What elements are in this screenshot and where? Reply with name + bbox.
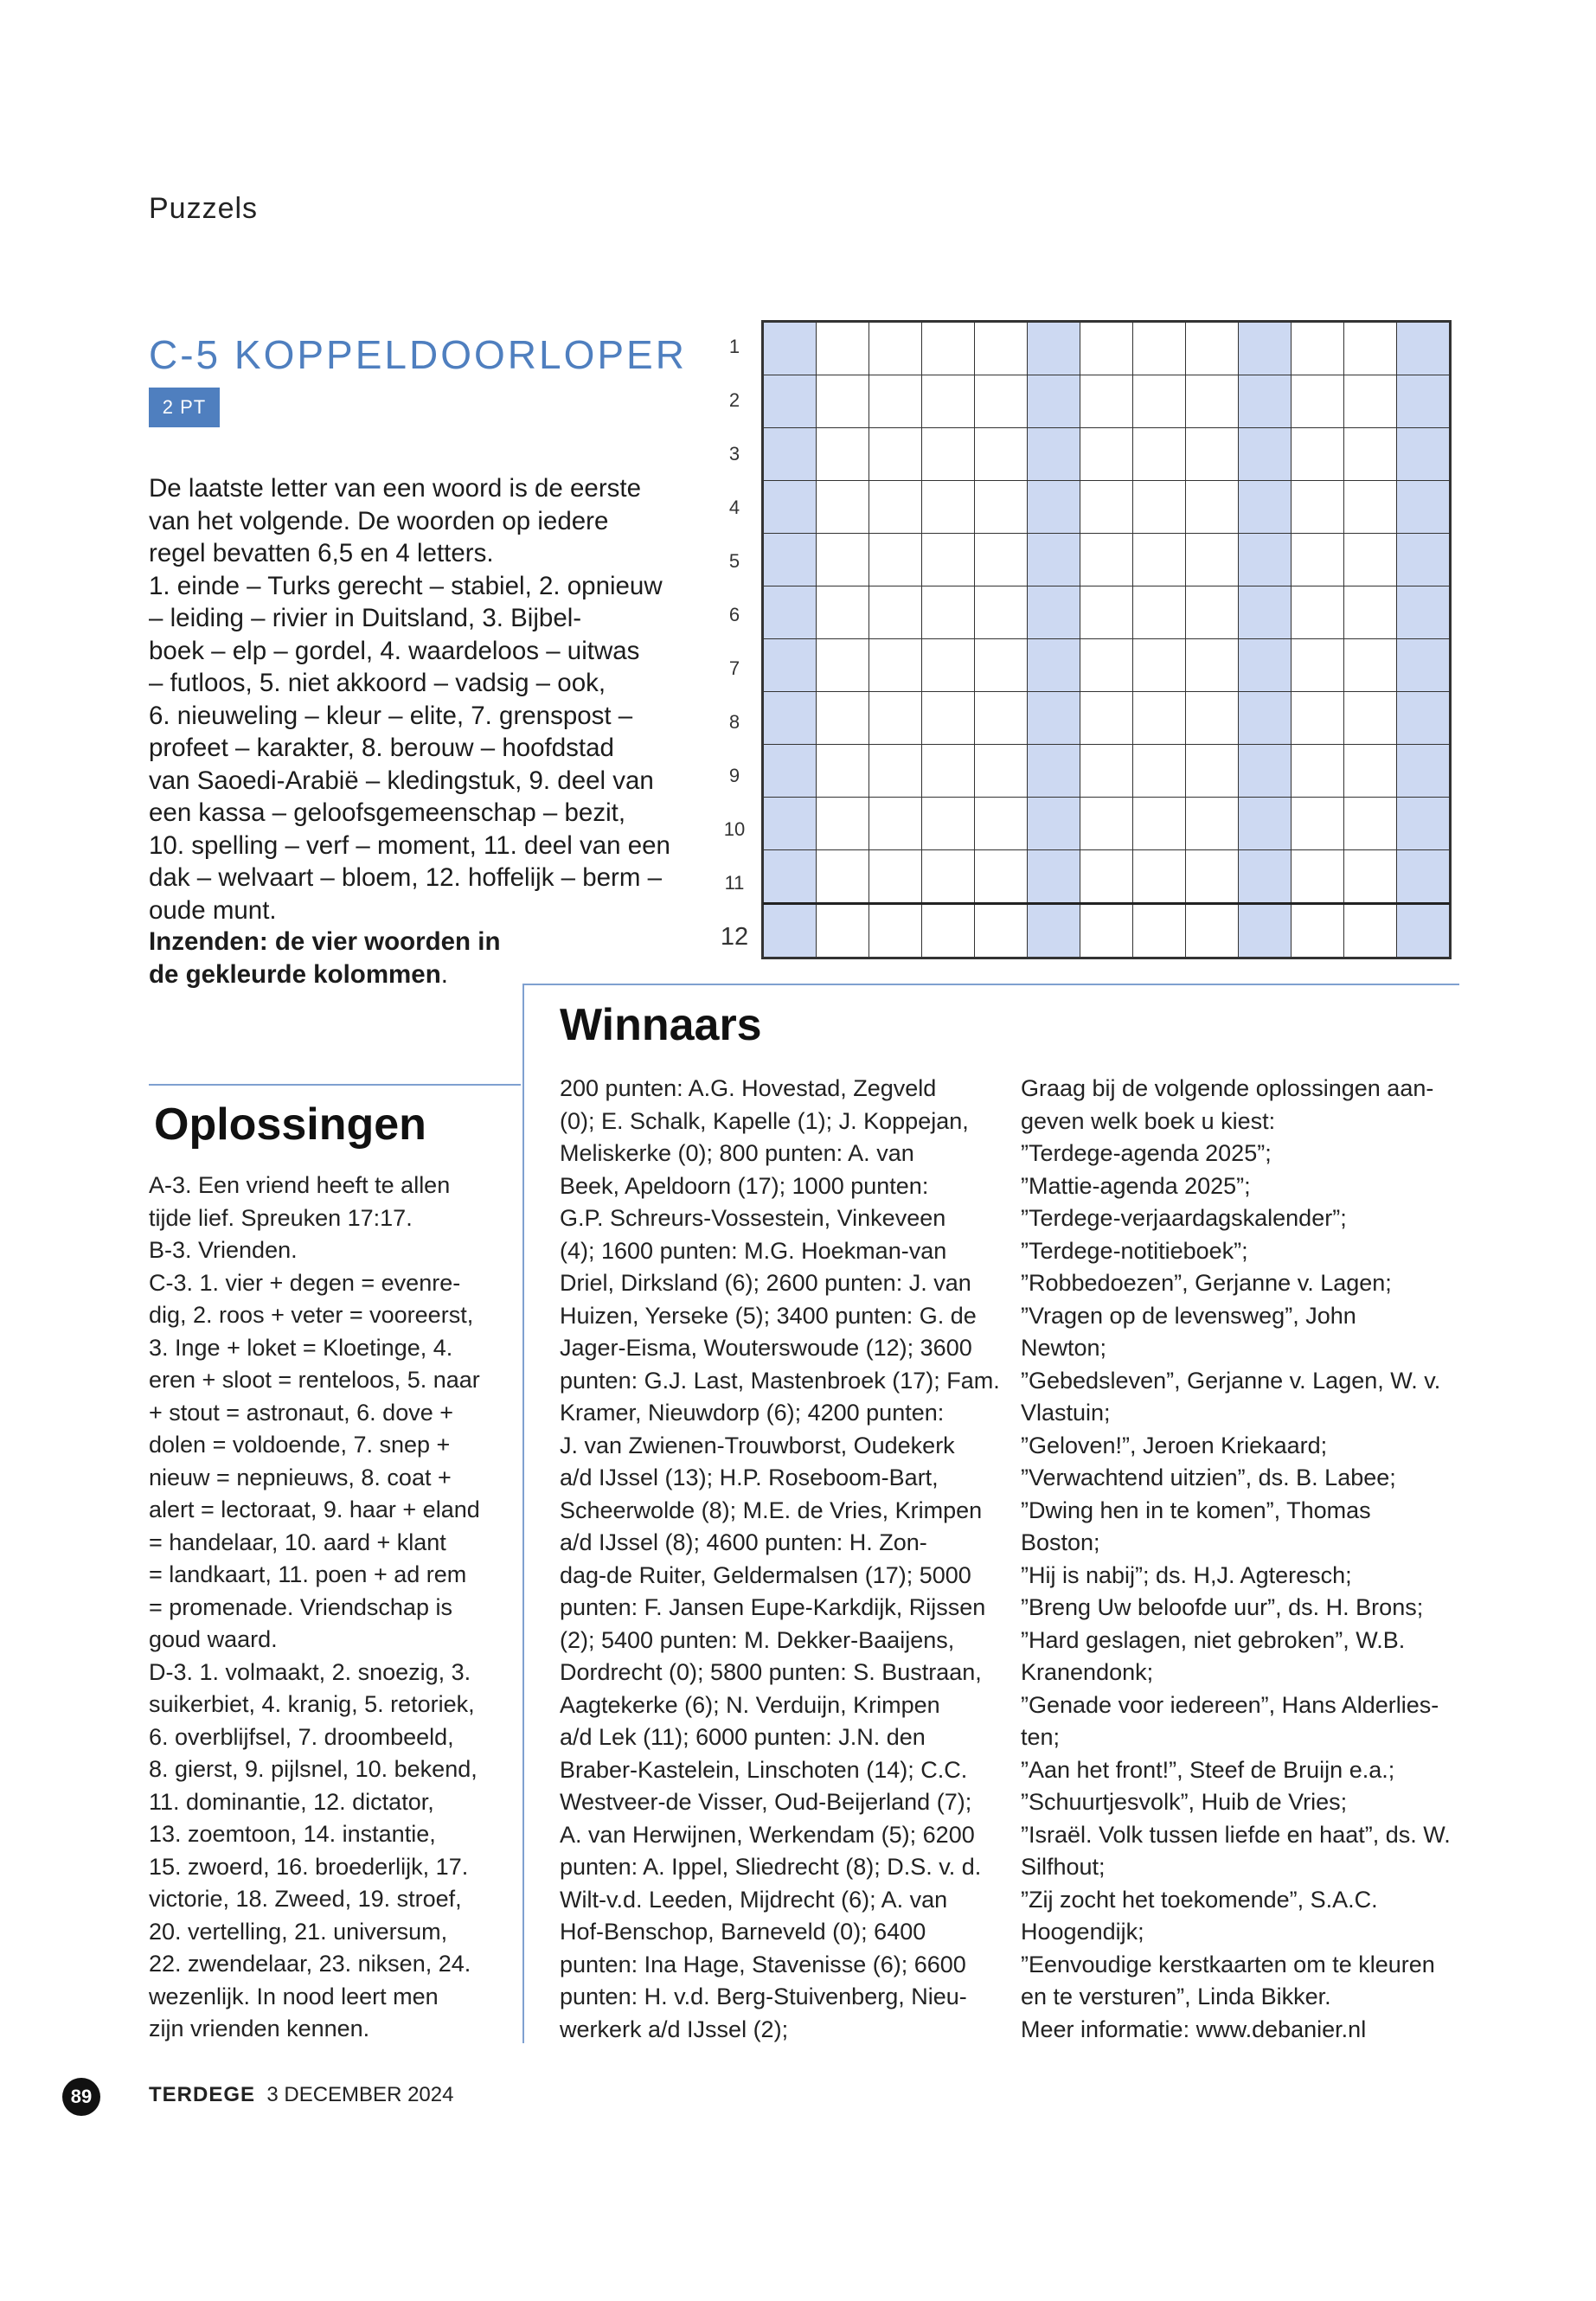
grid-cell-highlighted[interactable] <box>764 850 817 904</box>
grid-cell[interactable] <box>922 639 975 692</box>
grid-cell[interactable] <box>975 586 1028 639</box>
grid-cell-highlighted[interactable] <box>1239 692 1292 745</box>
grid-row-number: 6 <box>728 604 740 625</box>
grid-cell[interactable] <box>922 534 975 586</box>
grid-cell[interactable] <box>1344 534 1397 586</box>
footer <box>149 2083 453 2107</box>
grid-cell[interactable] <box>1133 481 1186 534</box>
grid-cell-highlighted[interactable] <box>1028 850 1080 904</box>
grid-cell-highlighted[interactable] <box>1239 745 1292 798</box>
grid-cell[interactable] <box>922 850 975 904</box>
grid-cell-highlighted[interactable] <box>1397 586 1450 639</box>
grid-cell[interactable] <box>1133 904 1186 958</box>
grid-cell[interactable] <box>1080 850 1133 904</box>
puzzle-title: C-5 KOPPELDOORLOPER <box>149 332 687 377</box>
grid-cell[interactable] <box>975 323 1028 375</box>
grid-cell[interactable] <box>817 586 869 639</box>
divider-winnaars-top <box>523 984 1459 985</box>
grid-cell-highlighted[interactable] <box>1397 375 1450 428</box>
grid-cell[interactable] <box>1080 639 1133 692</box>
grid-row-numbers <box>709 320 760 964</box>
grid-row <box>764 375 1450 428</box>
grid-cell[interactable] <box>1292 850 1344 904</box>
grid-cell[interactable] <box>1080 323 1133 375</box>
grid-cell-highlighted[interactable] <box>1028 745 1080 798</box>
grid-cell-highlighted[interactable] <box>1028 428 1080 481</box>
grid-row-number: 4 <box>728 497 740 518</box>
grid-cell[interactable] <box>1344 481 1397 534</box>
grid-cell-highlighted[interactable] <box>1397 692 1450 745</box>
grid-cell[interactable] <box>1080 375 1133 428</box>
grid-cell-highlighted[interactable] <box>1028 534 1080 586</box>
grid-cell[interactable] <box>1292 745 1344 798</box>
grid-cell-highlighted[interactable] <box>764 375 817 428</box>
grid-cell[interactable] <box>869 692 922 745</box>
grid-cell[interactable] <box>1186 481 1239 534</box>
grid-cell[interactable] <box>869 586 922 639</box>
grid-row <box>764 904 1450 958</box>
crossword-grid <box>761 320 1452 959</box>
grid-cell[interactable] <box>922 745 975 798</box>
grid-cell[interactable] <box>1292 481 1344 534</box>
grid-cell[interactable] <box>817 798 869 850</box>
grid-cell[interactable] <box>1344 798 1397 850</box>
grid-cell[interactable] <box>869 428 922 481</box>
grid-cell[interactable] <box>1344 904 1397 958</box>
grid-cell[interactable] <box>869 639 922 692</box>
grid-cell-highlighted[interactable] <box>764 692 817 745</box>
grid-row <box>764 534 1450 586</box>
grid-row <box>764 428 1450 481</box>
divider-oplossingen-top <box>149 1084 521 1086</box>
grid-cell[interactable] <box>975 481 1028 534</box>
grid-cell[interactable] <box>817 850 869 904</box>
grid-cell-highlighted[interactable] <box>1239 586 1292 639</box>
divider-vertical <box>522 984 524 2043</box>
points-badge: 2 PT <box>149 388 220 427</box>
grid-cell[interactable] <box>1186 850 1239 904</box>
grid-row <box>764 481 1450 534</box>
grid-cell[interactable] <box>1133 534 1186 586</box>
grid-cell-highlighted[interactable] <box>1239 481 1292 534</box>
grid-cell[interactable] <box>1344 639 1397 692</box>
grid-cell[interactable] <box>975 798 1028 850</box>
grid-cell[interactable] <box>869 534 922 586</box>
grid-cell[interactable] <box>1186 639 1239 692</box>
grid-row-number: 3 <box>728 443 740 465</box>
grid-cell-highlighted[interactable] <box>1028 692 1080 745</box>
grid-cell[interactable] <box>1133 586 1186 639</box>
grid-cell[interactable] <box>1080 586 1133 639</box>
grid-cell[interactable] <box>1080 534 1133 586</box>
grid-row-number: 11 <box>724 872 745 894</box>
grid-cell[interactable] <box>1186 375 1239 428</box>
grid-cell[interactable] <box>869 375 922 428</box>
grid-cell-highlighted[interactable] <box>764 904 817 958</box>
grid-cell-highlighted[interactable] <box>1028 639 1080 692</box>
grid-cell[interactable] <box>1344 692 1397 745</box>
grid-cell[interactable] <box>1080 428 1133 481</box>
grid-cell[interactable] <box>922 481 975 534</box>
grid-cell-highlighted[interactable] <box>1397 639 1450 692</box>
grid-cell[interactable] <box>869 850 922 904</box>
grid-row <box>764 639 1450 692</box>
grid-cell-highlighted[interactable] <box>1397 323 1450 375</box>
grid-cell[interactable] <box>817 375 869 428</box>
grid-cell[interactable] <box>975 639 1028 692</box>
grid-cell-highlighted[interactable] <box>764 428 817 481</box>
grid-cell[interactable] <box>1133 745 1186 798</box>
grid-cell-highlighted[interactable] <box>1397 481 1450 534</box>
grid-cell[interactable] <box>922 375 975 428</box>
grid-cell[interactable] <box>817 481 869 534</box>
grid-cell[interactable] <box>1080 798 1133 850</box>
grid-row <box>764 323 1450 375</box>
grid-table <box>763 322 1450 958</box>
grid-cell[interactable] <box>1186 586 1239 639</box>
grid-cell-highlighted[interactable] <box>1028 323 1080 375</box>
grid-cell[interactable] <box>975 534 1028 586</box>
book-choice-list: Graag bij de volgende oplossingen aan- geven welk boek u kiest: ”Terdege-agenda 2025”; ”Mattie-agenda 2025”; ”Terdege-verjaardagskalender”; ”Terdege-notitieboek”; ”Robbedoezen”, Gerjanne v. Lagen; ”Vragen op de levensweg”, John Newton; ”Gebedsleven”, Gerjanne v. Lagen, W. v. Vlastuin; ”Geloven!”, Jeroen Kriekaard; ”Verwachtend uitzien”, ds. B. Labee; ”Dwing hen in te komen”, Thomas Boston; ”Hij is nabij”; ds. H,J. Agteresch; ”Breng Uw beloofde uur”, ds. H. Brons; ”Hard geslagen, niet gebroken”, W.B. Kranendonk; ”Genade voor iedereen”, Hans Alderlies- ten; ”Aan het front!”, Steef de Bruijn e.a.; ”Schuurtjesvolk”, Huib de Vries; ”Israël. Volk tussen liefde en haat”, ds. W. Silfhout; ”Zij zocht het toekomende”, S.A.C. Hoogendijk; ”Eenvoudige kerstkaarten om te kleuren en te versturen”, Linda Bikker. Meer informatie: www.debanier.nl <box>1021 1075 1451 2042</box>
grid-cell-highlighted[interactable] <box>1239 428 1292 481</box>
winnaars-heading: Winnaars <box>560 1000 762 1050</box>
grid-row <box>764 850 1450 904</box>
grid-row-number: 12 <box>720 923 749 951</box>
grid-cell[interactable] <box>817 639 869 692</box>
grid-cell[interactable] <box>1344 375 1397 428</box>
grid-cell[interactable] <box>817 692 869 745</box>
grid-cell[interactable] <box>1186 904 1239 958</box>
grid-cell-highlighted[interactable] <box>1239 375 1292 428</box>
grid-row-number: 1 <box>728 336 740 357</box>
grid-row <box>764 745 1450 798</box>
winnaars-list: 200 punten: A.G. Hovestad, Zegveld (0); E. Schalk, Kapelle (1); J. Koppejan, Meliskerke (0); 800 punten: A. van Beek, Apeldoorn (17); 1000 punten: G.P. Schreurs-Vossestein, Vinkeveen (4); 1600 punten: M.G. Hoekman-van Driel, Dirksland (6); 2600 punten: J. van Huizen, Yerseke (5); 3400 punten: G. de Jager-Eisma, Wouterswoude (12); 3600 punten: G.J. Last, Mastenbroek (17); Fam. Kramer, Nieuwdorp (6); 4200 punten: J. van Zwienen-Trouwborst, Oudekerk a/d IJssel (13); H.P. Roseboom-Bart, Scheerwolde (8); M.E. de Vries, Krimpen a/d IJssel (8); 4600 punten: H. Zon- dag-de Ruiter, Geldermalsen (17); 5000 punten: F. Jansen Eupe-Karkdijk, Rijssen (2); 5400 punten: M. Dekker-Baaijens, Dordrecht (0); 5800 punten: S. Bustraan, Aagtekerke (6); N. Verduijn, Krimpen a/d Lek (11); 6000 punten: J.N. den Braber-Kastelein, Linschoten (14); C.C. Westveer-de Visser, Oud-Beijerland (7); A. van Herwijnen, Werkendam (5); 6200 punten: A. Ippel, Sliedrecht (8); D.S. v. d. Wilt-v.d. Leeden, Mijdrecht (6); A. van Hof-Benschop, Barneveld (0); 6400 punten: Ina Hage, Stavenisse (6); 6600 punten: H. v.d. Berg-Stuivenberg, Nieu- werkerk a/d IJssel (2); <box>560 1075 1000 2042</box>
magazine-name: TERDEGE <box>149 2083 256 2106</box>
grid-cell-highlighted[interactable] <box>1239 850 1292 904</box>
grid-cell[interactable] <box>1133 850 1186 904</box>
grid-cell-highlighted[interactable] <box>764 534 817 586</box>
grid-row <box>764 798 1450 850</box>
grid-cell[interactable] <box>1133 375 1186 428</box>
grid-row-number: 9 <box>728 765 740 786</box>
grid-cell[interactable] <box>1344 323 1397 375</box>
grid-cell[interactable] <box>1186 534 1239 586</box>
submit-instruction: Inzenden: de vier woorden in de gekleurde kolommen <box>149 927 501 989</box>
submit-period: . <box>440 959 448 989</box>
grid-cell[interactable] <box>975 428 1028 481</box>
page-number: 89 <box>62 2078 100 2116</box>
grid-cell[interactable] <box>1292 586 1344 639</box>
grid-cell-highlighted[interactable] <box>1397 798 1450 850</box>
grid-cell[interactable] <box>1344 428 1397 481</box>
grid-cell-highlighted[interactable] <box>764 798 817 850</box>
grid-row-number: 7 <box>728 657 740 679</box>
grid-cell[interactable] <box>922 798 975 850</box>
grid-cell[interactable] <box>975 904 1028 958</box>
grid-cell[interactable] <box>1292 904 1344 958</box>
grid-cell[interactable] <box>1133 692 1186 745</box>
grid-cell[interactable] <box>1292 375 1344 428</box>
grid-row-number: 2 <box>728 389 740 411</box>
grid-cell[interactable] <box>1080 904 1133 958</box>
grid-cell[interactable] <box>1292 692 1344 745</box>
grid-cell[interactable] <box>869 904 922 958</box>
grid-cell[interactable] <box>975 850 1028 904</box>
grid-cell[interactable] <box>1080 481 1133 534</box>
grid-cell[interactable] <box>922 692 975 745</box>
grid-cell-highlighted[interactable] <box>764 745 817 798</box>
grid-cell[interactable] <box>1080 745 1133 798</box>
issue-date: 3 DECEMBER 2024 <box>266 2083 454 2106</box>
puzzle-instructions: De laatste letter van een woord is de eerste van het volgende. De woorden op iedere regel bevatten 6,5 en 4 letters. 1. einde – Turks gerecht – stabiel, 2. opnieuw – leiding – rivier in Duitsland, 3. Bijbel- boek – elp – gordel, 4. waardeloos – uitwas – futloos, 5. niet akkoord – vadsig – ook, 6. nieuweling – kleur – elite, 7. grenspost – profeet – karakter, 8. berouw – hoofdstad van Saoedi-Arabië – kledingstuk, 9. deel van een kassa – geloofsgemeenschap – bezit, 10. spelling – verf – moment, 11. deel van een dak – welvaart – bloem, 12. hoffelijk – berm – oude munt. <box>149 474 670 925</box>
grid-cell-highlighted[interactable] <box>1028 375 1080 428</box>
grid-cell-highlighted[interactable] <box>1239 639 1292 692</box>
grid-cell[interactable] <box>1344 745 1397 798</box>
grid-cell[interactable] <box>975 375 1028 428</box>
grid-cell-highlighted[interactable] <box>1397 428 1450 481</box>
grid-cell-highlighted[interactable] <box>1239 534 1292 586</box>
grid-cell[interactable] <box>1186 428 1239 481</box>
oplossingen-text: A-3. Een vriend heeft te allen tijde lief. Spreuken 17:17. B-3. Vrienden. C-3. 1. vier + degen = evenre- dig, 2. roos + veter = vooreerst, 3. Inge + loket = Kloetinge, 4. eren + sloot = renteloos, 5. naar + stout = astronaut, 6. dove + dolen = voldoende, 7. snep + nieuw = nepnieuws, 8. coat + alert = lectoraat, 9. haar + eland = handelaar, 10. aard + klant = landkaart, 11. poen + ad rem = promenade. Vriendschap is goud waard. D-3. 1. volmaakt, 2. snoezig, 3. suikerbiet, 4. kranig, 5. retoriek, 6. overblijfsel, 7. droombeeld, 8. gierst, 9. pijlsnel, 10. bekend, 11. dominantie, 12. dictator, 13. zoemtoon, 14. instantie, 15. zwoerd, 16. broederlijk, 17. victorie, 18. Zweed, 19. stroef, 20. vertelling, 21. universum, 22. zwendelaar, 23. niksen, 24. wezenlijk. In nood leert men zijn vrienden kennen. <box>149 1172 480 2041</box>
grid-cell[interactable] <box>1292 428 1344 481</box>
grid-cell[interactable] <box>869 481 922 534</box>
section-label: Puzzels <box>149 192 259 225</box>
grid-row <box>764 692 1450 745</box>
grid-cell[interactable] <box>1344 850 1397 904</box>
grid-cell-highlighted[interactable] <box>1397 850 1450 904</box>
grid-cell-highlighted[interactable] <box>764 639 817 692</box>
puzzle-submit-note <box>149 926 678 990</box>
grid-cell[interactable] <box>1292 639 1344 692</box>
grid-cell[interactable] <box>975 745 1028 798</box>
grid-cell[interactable] <box>869 745 922 798</box>
grid-cell[interactable] <box>1186 323 1239 375</box>
grid-cell-highlighted[interactable] <box>1397 904 1450 958</box>
grid-cell-highlighted[interactable] <box>1028 481 1080 534</box>
grid-cell[interactable] <box>817 534 869 586</box>
grid-cell[interactable] <box>922 323 975 375</box>
grid-cell[interactable] <box>869 798 922 850</box>
grid-cell[interactable] <box>1133 428 1186 481</box>
grid-cell-highlighted[interactable] <box>1239 904 1292 958</box>
grid-cell-highlighted[interactable] <box>1397 534 1450 586</box>
grid-cell-highlighted[interactable] <box>1397 745 1450 798</box>
grid-cell[interactable] <box>1133 639 1186 692</box>
grid-cell[interactable] <box>1133 798 1186 850</box>
grid-cell-highlighted[interactable] <box>764 323 817 375</box>
grid-cell-highlighted[interactable] <box>1239 798 1292 850</box>
grid-cell[interactable] <box>1080 692 1133 745</box>
grid-cell[interactable] <box>1186 692 1239 745</box>
grid-cell-highlighted[interactable] <box>764 586 817 639</box>
grid-cell[interactable] <box>817 323 869 375</box>
grid-cell[interactable] <box>1292 534 1344 586</box>
grid-cell[interactable] <box>922 586 975 639</box>
oplossingen-heading: Oplossingen <box>154 1099 426 1150</box>
grid-cell-highlighted[interactable] <box>764 481 817 534</box>
grid-row-number: 5 <box>728 550 740 572</box>
grid-cell[interactable] <box>1186 798 1239 850</box>
grid-row <box>764 586 1450 639</box>
grid-cell-highlighted[interactable] <box>1028 798 1080 850</box>
grid-cell[interactable] <box>1186 745 1239 798</box>
grid-cell[interactable] <box>1292 323 1344 375</box>
grid-cell[interactable] <box>869 323 922 375</box>
grid-cell[interactable] <box>975 692 1028 745</box>
grid-cell[interactable] <box>922 904 975 958</box>
grid-cell-highlighted[interactable] <box>1028 904 1080 958</box>
grid-cell[interactable] <box>817 904 869 958</box>
grid-cell[interactable] <box>817 428 869 481</box>
grid-row-number: 8 <box>728 711 740 733</box>
grid-cell[interactable] <box>1344 586 1397 639</box>
grid-cell-highlighted[interactable] <box>1028 586 1080 639</box>
grid-cell[interactable] <box>1292 798 1344 850</box>
grid-row-number: 10 <box>723 818 746 840</box>
grid-cell[interactable] <box>1133 323 1186 375</box>
grid-cell[interactable] <box>817 745 869 798</box>
grid-cell-highlighted[interactable] <box>1239 323 1292 375</box>
grid-cell[interactable] <box>922 428 975 481</box>
